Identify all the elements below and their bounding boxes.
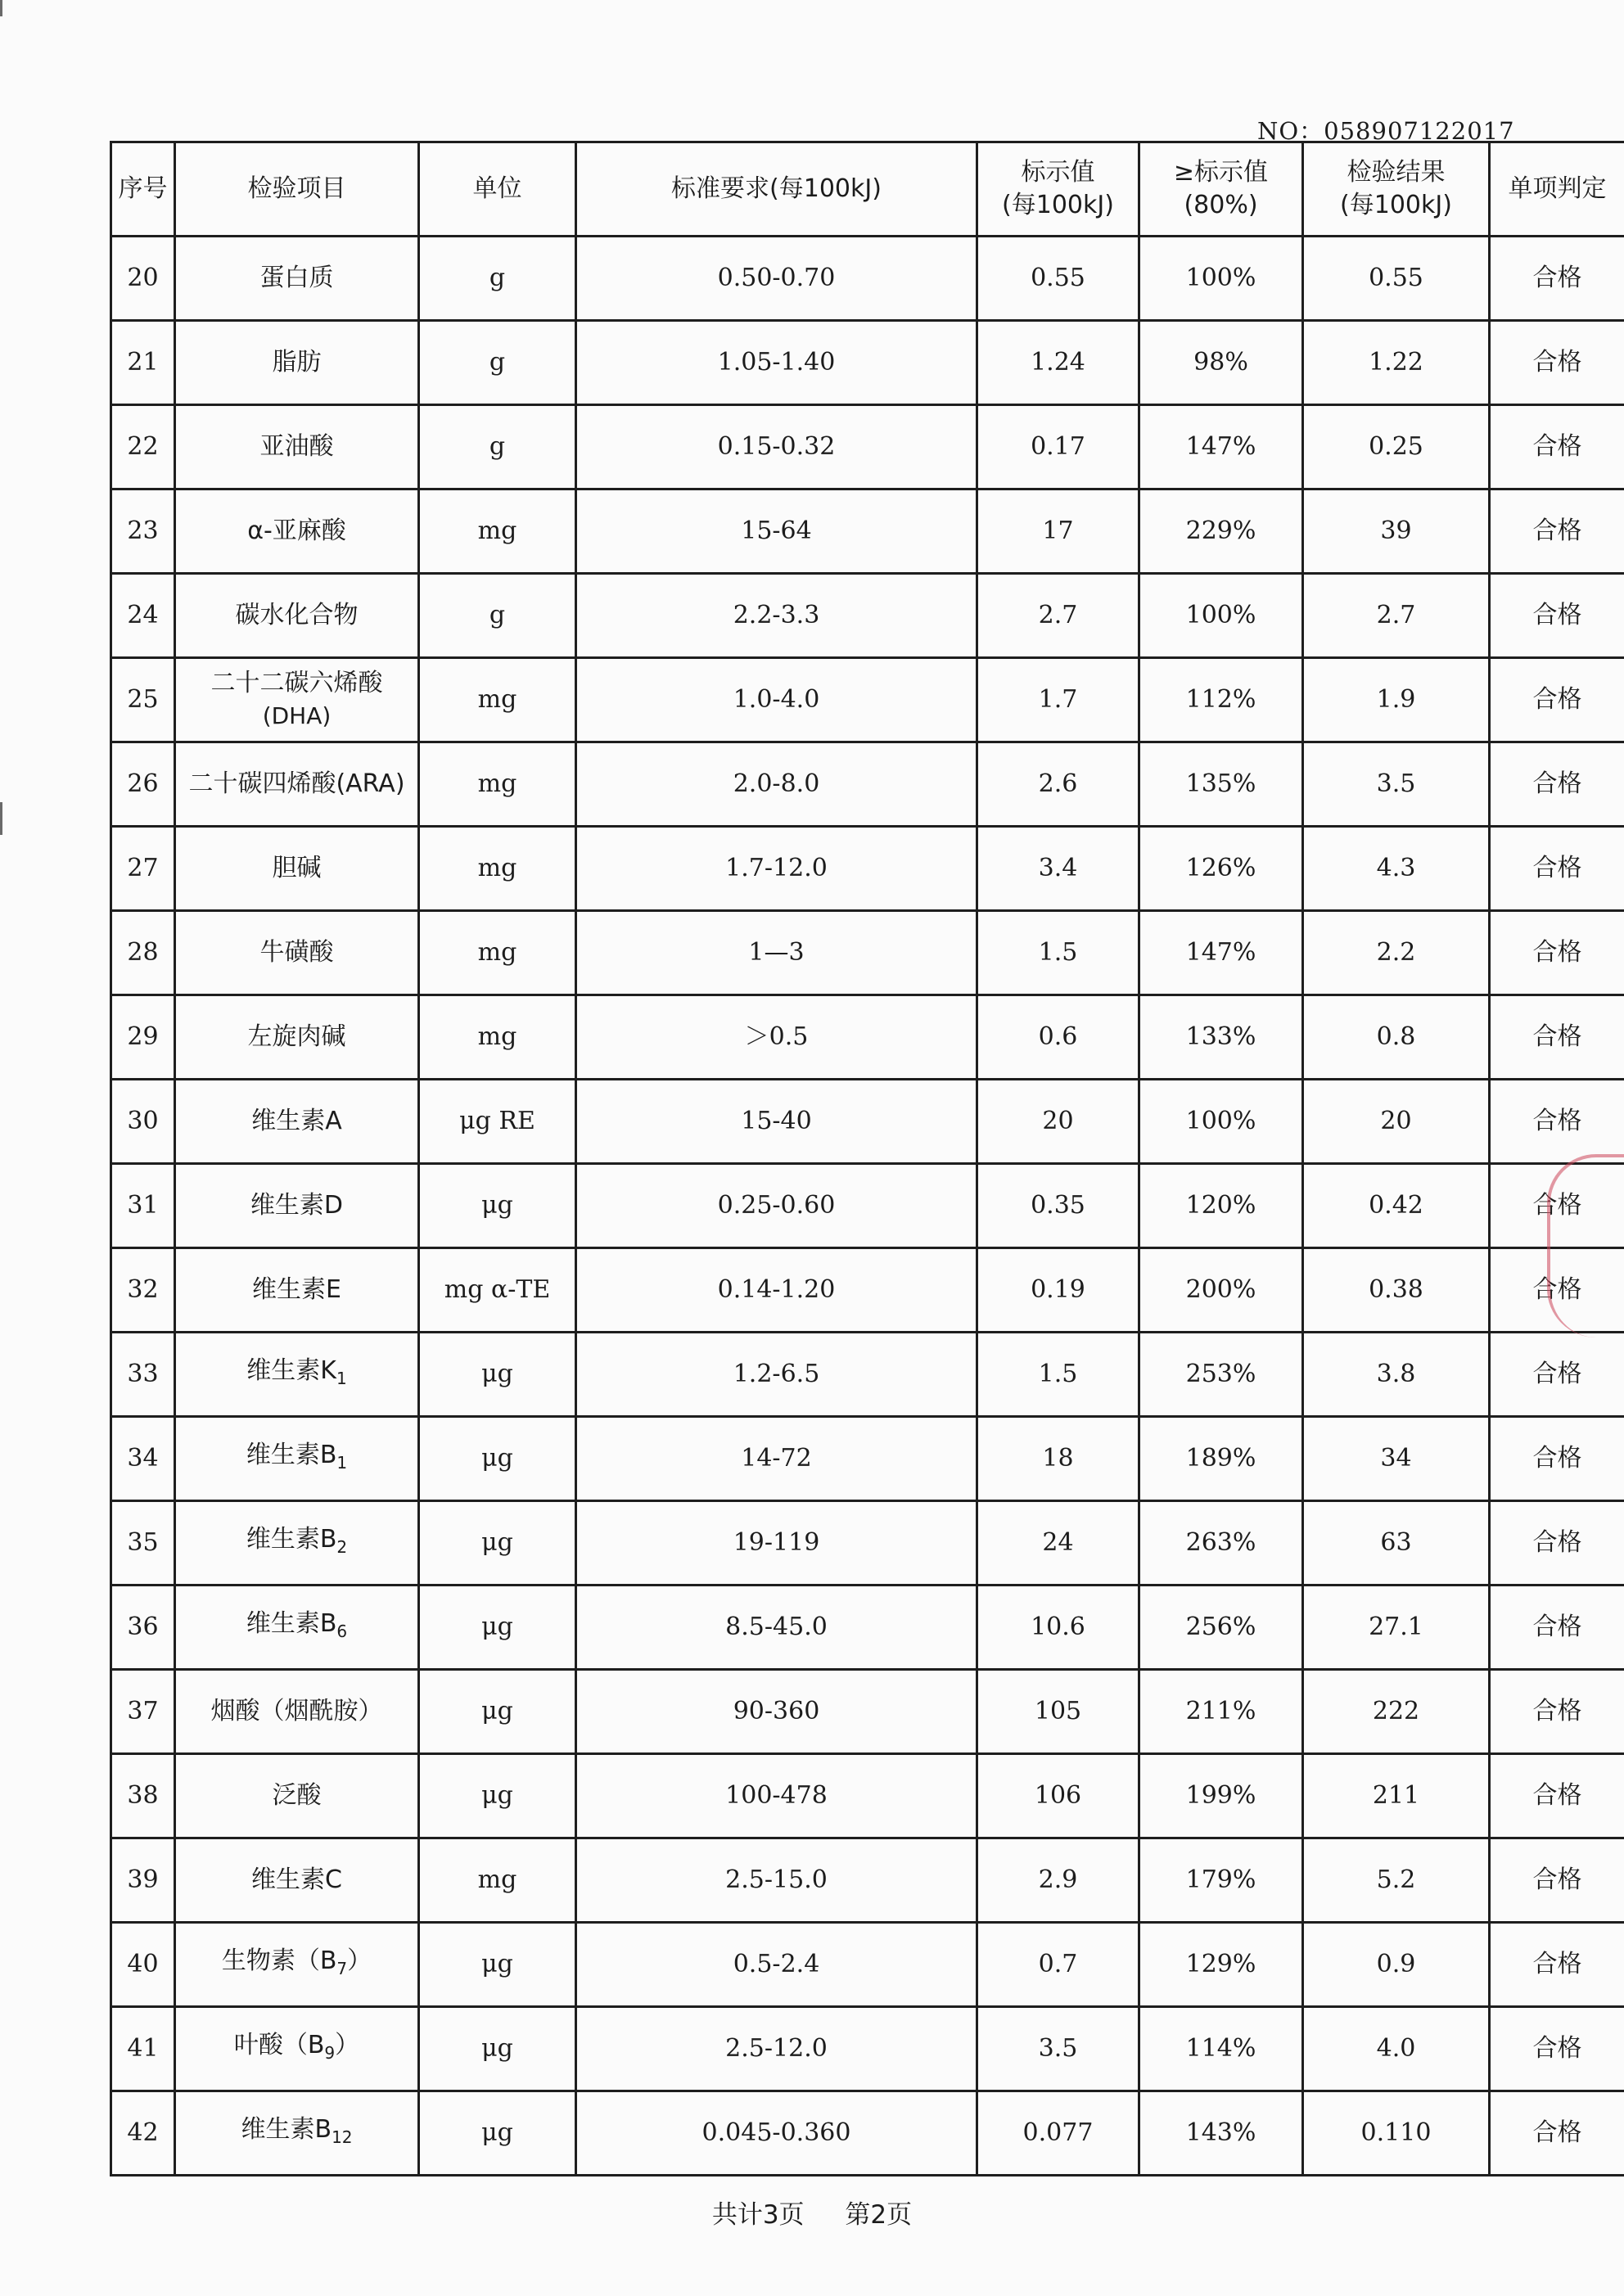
cell-label-value: 2.7 — [977, 574, 1139, 658]
item-name: 维生素B — [246, 1524, 337, 1554]
item-name: 维生素B — [246, 1440, 337, 1469]
cell-label-value: 106 — [977, 1754, 1139, 1838]
cell-percentage: 256% — [1139, 1586, 1303, 1670]
cell-percentage: 143% — [1139, 2091, 1303, 2176]
cell-unit: μg — [419, 1333, 576, 1417]
cell-label-value: 0.077 — [977, 2091, 1139, 2176]
cell-result: 1.22 — [1303, 321, 1490, 405]
cell-label-value: 0.7 — [977, 1923, 1139, 2007]
cell-result: 4.0 — [1303, 2007, 1490, 2091]
cell-result: 34 — [1303, 1417, 1490, 1501]
cell-result: 3.5 — [1303, 742, 1490, 827]
cell-judgement: 合格 — [1490, 321, 1624, 405]
header-result-line2: (每100kJ) — [1340, 191, 1452, 219]
cell-standard: 2.5-12.0 — [576, 2007, 977, 2091]
table-row — [111, 405, 1624, 489]
cell-item — [175, 827, 419, 911]
table-row — [111, 2007, 1624, 2091]
cell-seq: 35 — [111, 1501, 175, 1586]
cell-result: 1.9 — [1303, 658, 1490, 742]
cell-seq: 33 — [111, 1333, 175, 1417]
cell-item — [175, 995, 419, 1080]
cell-result: 2.2 — [1303, 911, 1490, 995]
cell-item — [175, 1417, 419, 1501]
cell-seq: 28 — [111, 911, 175, 995]
table-row — [111, 1923, 1624, 2007]
cell-seq: 26 — [111, 742, 175, 827]
header-percentage — [1139, 142, 1303, 237]
cell-standard: 100-478 — [576, 1754, 977, 1838]
item-name: 二十二碳六烯酸 — [210, 669, 383, 697]
item-name: 维生素E — [252, 1275, 341, 1304]
cell-unit: μg — [419, 2091, 576, 2176]
item-name: 叶酸（B — [233, 2030, 325, 2059]
cell-result: 3.8 — [1303, 1333, 1490, 1417]
cell-judgement: 合格 — [1490, 1164, 1624, 1248]
page-footer — [0, 2194, 1624, 2231]
cell-percentage: 100% — [1139, 237, 1303, 321]
cell-judgement: 合格 — [1490, 1586, 1624, 1670]
table-row — [111, 1417, 1624, 1501]
cell-seq: 32 — [111, 1248, 175, 1333]
cell-judgement: 合格 — [1490, 405, 1624, 489]
item-name: α-亚麻酸 — [247, 516, 346, 545]
cell-unit: mg — [419, 1838, 576, 1923]
cell-standard: 0.25-0.60 — [576, 1164, 977, 1248]
cell-unit: μg — [419, 1501, 576, 1586]
item-tail: ） — [335, 2030, 360, 2059]
header-judgement: 单项判定 — [1490, 142, 1624, 237]
cell-label-value: 0.35 — [977, 1164, 1139, 1248]
cell-label-value: 1.24 — [977, 321, 1139, 405]
item-name: 维生素C — [251, 1865, 342, 1894]
table-row — [111, 911, 1624, 995]
table-row — [111, 995, 1624, 1080]
cell-judgement: 合格 — [1490, 827, 1624, 911]
header-result — [1303, 142, 1490, 237]
cell-item — [175, 1923, 419, 2007]
cell-item — [175, 1080, 419, 1164]
cell-item — [175, 1838, 419, 1923]
cell-unit: mg — [419, 827, 576, 911]
table-header-row — [111, 142, 1624, 237]
cell-percentage: 126% — [1139, 827, 1303, 911]
header-seq: 序号 — [111, 142, 175, 237]
cell-unit: mg — [419, 658, 576, 742]
cell-judgement: 合格 — [1490, 1501, 1624, 1586]
cell-judgement: 合格 — [1490, 489, 1624, 574]
cell-percentage: 211% — [1139, 1670, 1303, 1754]
cell-result: 5.2 — [1303, 1838, 1490, 1923]
cell-percentage: 147% — [1139, 405, 1303, 489]
cell-unit: g — [419, 405, 576, 489]
table-row — [111, 1670, 1624, 1754]
item-name: 维生素D — [250, 1191, 344, 1220]
cell-standard: 8.5-45.0 — [576, 1586, 977, 1670]
cell-unit: μg — [419, 2007, 576, 2091]
cell-unit: μg — [419, 1923, 576, 2007]
results-table — [110, 141, 1624, 2176]
cell-label-value: 24 — [977, 1501, 1139, 1586]
item-name: 左旋肉碱 — [247, 1022, 346, 1051]
cell-unit: μg — [419, 1164, 576, 1248]
cell-seq: 37 — [111, 1670, 175, 1754]
cell-judgement: 合格 — [1490, 574, 1624, 658]
cell-standard: 15-64 — [576, 489, 977, 574]
cell-item — [175, 405, 419, 489]
cell-unit: μg — [419, 1586, 576, 1670]
cell-unit: mg — [419, 489, 576, 574]
item-subscript: 9 — [324, 2042, 336, 2063]
cell-standard: 0.5-2.4 — [576, 1923, 977, 2007]
item-name: 亚油酸 — [259, 432, 334, 461]
scan-edge-mark — [0, 802, 2, 835]
cell-judgement: 合格 — [1490, 995, 1624, 1080]
cell-result: 0.25 — [1303, 405, 1490, 489]
table-row — [111, 1164, 1624, 1248]
item-name: 泛酸 — [272, 1781, 322, 1810]
cell-item — [175, 1333, 419, 1417]
cell-unit: μg — [419, 1417, 576, 1501]
cell-unit: mg α-TE — [419, 1248, 576, 1333]
cell-label-value: 0.19 — [977, 1248, 1139, 1333]
scan-edge-mark — [0, 0, 2, 16]
cell-label-value: 1.5 — [977, 911, 1139, 995]
cell-result: 0.110 — [1303, 2091, 1490, 2176]
table-row — [111, 489, 1624, 574]
header-label-value-line2: (每100kJ) — [1002, 191, 1114, 219]
item-name: 蛋白质 — [259, 264, 334, 292]
cell-seq: 20 — [111, 237, 175, 321]
cell-result: 0.38 — [1303, 1248, 1490, 1333]
cell-result: 4.3 — [1303, 827, 1490, 911]
cell-percentage: 120% — [1139, 1164, 1303, 1248]
cell-seq: 40 — [111, 1923, 175, 2007]
cell-item — [175, 237, 419, 321]
cell-standard: 0.50-0.70 — [576, 237, 977, 321]
cell-seq: 38 — [111, 1754, 175, 1838]
cell-unit: g — [419, 321, 576, 405]
total-pages: 共计3页 — [711, 2200, 805, 2230]
cell-result: 0.9 — [1303, 1923, 1490, 2007]
cell-judgement: 合格 — [1490, 1670, 1624, 1754]
table-row — [111, 827, 1624, 911]
table-row — [111, 574, 1624, 658]
header-percentage-line1: ≥标示值 — [1173, 158, 1269, 187]
cell-standard: 2.2-3.3 — [576, 574, 977, 658]
table-row — [111, 1248, 1624, 1333]
table-row — [111, 658, 1624, 742]
cell-unit: μg — [419, 1754, 576, 1838]
item-subscript: 1 — [336, 1368, 347, 1388]
cell-item — [175, 911, 419, 995]
cell-item — [175, 2007, 419, 2091]
cell-judgement: 合格 — [1490, 1754, 1624, 1838]
cell-standard: 14-72 — [576, 1417, 977, 1501]
cell-percentage: 199% — [1139, 1754, 1303, 1838]
cell-label-value: 2.9 — [977, 1838, 1139, 1923]
cell-result: 0.42 — [1303, 1164, 1490, 1248]
report-number: NO：058907122017 — [1257, 117, 1515, 145]
cell-item — [175, 1670, 419, 1754]
cell-result: 222 — [1303, 1670, 1490, 1754]
item-tail: ） — [347, 1946, 372, 1975]
cell-unit: μg RE — [419, 1080, 576, 1164]
cell-result: 0.8 — [1303, 995, 1490, 1080]
header-label-value-line1: 标示值 — [1021, 158, 1095, 187]
cell-item — [175, 742, 419, 827]
cell-standard: 2.0-8.0 — [576, 742, 977, 827]
cell-label-value: 17 — [977, 489, 1139, 574]
cell-percentage: 114% — [1139, 2007, 1303, 2091]
item-name: 生物素（B — [221, 1946, 337, 1975]
cell-item — [175, 1501, 419, 1586]
cell-seq: 21 — [111, 321, 175, 405]
item-subscript: 12 — [332, 2127, 353, 2147]
cell-seq: 41 — [111, 2007, 175, 2091]
cell-unit: g — [419, 237, 576, 321]
cell-standard: 2.5-15.0 — [576, 1838, 977, 1923]
table-row — [111, 2091, 1624, 2176]
current-page: 第2页 — [845, 2200, 913, 2230]
header-item: 检验项目 — [175, 142, 419, 237]
cell-judgement: 合格 — [1490, 2091, 1624, 2176]
cell-standard: 0.14-1.20 — [576, 1248, 977, 1333]
item-name: 二十碳四烯酸(ARA) — [188, 769, 405, 798]
cell-seq: 42 — [111, 2091, 175, 2176]
cell-item — [175, 574, 419, 658]
cell-seq: 22 — [111, 405, 175, 489]
item-subscript: 7 — [336, 1958, 348, 1978]
cell-item — [175, 1164, 419, 1248]
cell-seq: 30 — [111, 1080, 175, 1164]
cell-seq: 29 — [111, 995, 175, 1080]
item-name: 维生素A — [251, 1107, 342, 1135]
item-subscript: 1 — [336, 1452, 348, 1473]
cell-percentage: 133% — [1139, 995, 1303, 1080]
cell-item — [175, 1248, 419, 1333]
cell-seq: 39 — [111, 1838, 175, 1923]
item-name: 胆碱 — [272, 854, 322, 882]
header-unit: 单位 — [419, 142, 576, 237]
header-percentage-line2: (80%) — [1184, 191, 1258, 219]
red-seal-stamp — [1547, 1154, 1624, 1337]
cell-percentage: 112% — [1139, 658, 1303, 742]
table-row — [111, 1754, 1624, 1838]
cell-result: 2.7 — [1303, 574, 1490, 658]
item-name: 维生素B — [246, 1608, 337, 1638]
cell-standard: 0.045-0.360 — [576, 2091, 977, 2176]
cell-standard: 0.15-0.32 — [576, 405, 977, 489]
cell-standard: ＞0.5 — [576, 995, 977, 1080]
cell-label-value: 0.6 — [977, 995, 1139, 1080]
item-subscript: 2 — [336, 1536, 348, 1557]
cell-label-value: 3.5 — [977, 2007, 1139, 2091]
cell-label-value: 0.55 — [977, 237, 1139, 321]
cell-judgement: 合格 — [1490, 2007, 1624, 2091]
cell-seq: 31 — [111, 1164, 175, 1248]
cell-judgement: 合格 — [1490, 742, 1624, 827]
item-subscript: 6 — [336, 1621, 348, 1641]
cell-judgement: 合格 — [1490, 237, 1624, 321]
cell-label-value: 0.17 — [977, 405, 1139, 489]
cell-label-value: 20 — [977, 1080, 1139, 1164]
cell-item — [175, 489, 419, 574]
cell-percentage: 147% — [1139, 911, 1303, 995]
cell-unit: μg — [419, 1670, 576, 1754]
cell-unit: mg — [419, 995, 576, 1080]
cell-label-value: 3.4 — [977, 827, 1139, 911]
table-row — [111, 321, 1624, 405]
item-name: 维生素B — [241, 2114, 332, 2144]
cell-unit: g — [419, 574, 576, 658]
cell-standard: 1.0-4.0 — [576, 658, 977, 742]
cell-judgement: 合格 — [1490, 1838, 1624, 1923]
cell-label-value: 18 — [977, 1417, 1139, 1501]
cell-judgement: 合格 — [1490, 1248, 1624, 1333]
cell-standard: 1.2-6.5 — [576, 1333, 977, 1417]
cell-result: 39 — [1303, 489, 1490, 574]
item-name: 牛磺酸 — [259, 938, 334, 967]
cell-item — [175, 1754, 419, 1838]
cell-seq: 23 — [111, 489, 175, 574]
cell-label-value: 1.5 — [977, 1333, 1139, 1417]
table-row — [111, 1501, 1624, 1586]
cell-result: 20 — [1303, 1080, 1490, 1164]
cell-percentage: 98% — [1139, 321, 1303, 405]
cell-percentage: 179% — [1139, 1838, 1303, 1923]
cell-label-value: 105 — [977, 1670, 1139, 1754]
cell-percentage: 189% — [1139, 1417, 1303, 1501]
table-row — [111, 1333, 1624, 1417]
cell-percentage: 200% — [1139, 1248, 1303, 1333]
cell-result: 211 — [1303, 1754, 1490, 1838]
cell-judgement: 合格 — [1490, 1417, 1624, 1501]
cell-percentage: 100% — [1139, 1080, 1303, 1164]
cell-label-value: 10.6 — [977, 1586, 1139, 1670]
cell-item — [175, 658, 419, 742]
cell-standard: 1.05-1.40 — [576, 321, 977, 405]
cell-label-value: 1.7 — [977, 658, 1139, 742]
cell-item — [175, 1586, 419, 1670]
cell-seq: 27 — [111, 827, 175, 911]
cell-judgement: 合格 — [1490, 1333, 1624, 1417]
cell-standard: 1—3 — [576, 911, 977, 995]
cell-item — [175, 2091, 419, 2176]
item-name: 脂肪 — [272, 348, 322, 377]
table-row — [111, 237, 1624, 321]
cell-result: 0.55 — [1303, 237, 1490, 321]
cell-result: 27.1 — [1303, 1586, 1490, 1670]
cell-judgement: 合格 — [1490, 658, 1624, 742]
cell-seq: 34 — [111, 1417, 175, 1501]
cell-percentage: 135% — [1139, 742, 1303, 827]
cell-percentage: 129% — [1139, 1923, 1303, 2007]
cell-percentage: 263% — [1139, 1501, 1303, 1586]
table-row — [111, 742, 1624, 827]
cell-seq: 36 — [111, 1586, 175, 1670]
cell-standard: 90-360 — [576, 1670, 977, 1754]
table-row — [111, 1838, 1624, 1923]
cell-standard: 15-40 — [576, 1080, 977, 1164]
cell-percentage: 253% — [1139, 1333, 1303, 1417]
item-name: 维生素K — [246, 1355, 336, 1385]
item-name: 碳水化合物 — [235, 601, 359, 629]
cell-judgement: 合格 — [1490, 1923, 1624, 2007]
cell-seq: 25 — [111, 658, 175, 742]
header-result-line1: 检验结果 — [1347, 158, 1446, 187]
cell-unit: mg — [419, 911, 576, 995]
item-subtitle: (DHA) — [262, 702, 332, 729]
cell-standard: 1.7-12.0 — [576, 827, 977, 911]
header-label-value — [977, 142, 1139, 237]
cell-judgement: 合格 — [1490, 1080, 1624, 1164]
cell-seq: 24 — [111, 574, 175, 658]
cell-percentage: 100% — [1139, 574, 1303, 658]
cell-percentage: 229% — [1139, 489, 1303, 574]
item-name: 烟酸（烟酰胺） — [210, 1697, 383, 1725]
cell-label-value: 2.6 — [977, 742, 1139, 827]
cell-result: 63 — [1303, 1501, 1490, 1586]
cell-standard: 19-119 — [576, 1501, 977, 1586]
table-row — [111, 1080, 1624, 1164]
cell-unit: mg — [419, 742, 576, 827]
table-row — [111, 1586, 1624, 1670]
cell-judgement: 合格 — [1490, 911, 1624, 995]
cell-item — [175, 321, 419, 405]
header-standard: 标准要求(每100kJ) — [576, 142, 977, 237]
